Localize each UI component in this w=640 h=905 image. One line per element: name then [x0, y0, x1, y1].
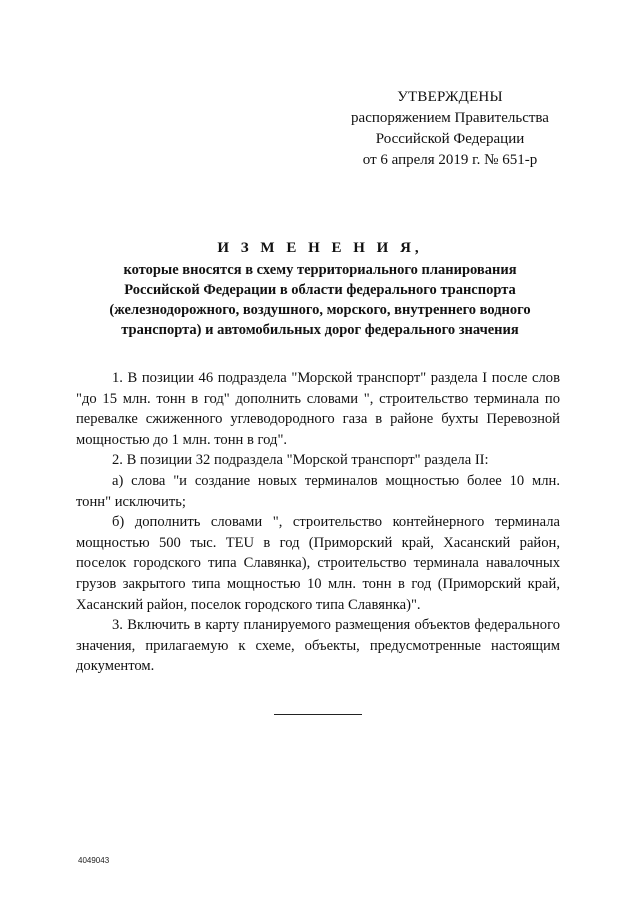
approval-block	[330, 87, 570, 171]
document-heading	[60, 238, 580, 340]
heading-line-3: (железнодорожного, воздушного, морского, внутреннего водного	[109, 302, 531, 318]
heading-line-4: транспорта) и автомобильных дорог федерального значения	[121, 322, 519, 338]
heading-line-2: Российской Федерации в области федерального транспорта	[124, 282, 516, 298]
approval-line-federation: Российской Федерации	[375, 131, 525, 147]
closing-divider-line	[274, 714, 362, 715]
paragraph-2b: б) дополнить словами ", строительство контейнерного терминала мощностью 500 тыс. TEU в год (Приморский край, Хасанский район, поселок городского типа Славянка), строительство терминала навалочных грузов закрытого типа мощностью 10 млн. тонн в год (Приморский край, Хасанский район, поселок городского типа Славянка)".	[76, 514, 560, 613]
paragraph-3: 3. Включить в карту планируемого размещения объектов федерального значения, прилагаемую к схеме, объекты, предусмотренные настоящим документом.	[76, 617, 560, 675]
approval-line-date: от 6 апреля 2019 г. № 651-р	[362, 152, 538, 168]
document-code: 4049043	[78, 856, 110, 865]
document-body	[76, 368, 560, 677]
paragraph-2: 2. В позиции 32 подраздела "Морской транспорт" раздела II:	[112, 452, 489, 469]
approval-line-decree: распоряжением Правительства	[351, 110, 549, 126]
paragraph-1: 1. В позиции 46 подраздела "Морской транспорт" раздела I после слов "до 15 млн. тонн в год" дополнить словами ", строительство терминала по перевалке сжиженного углеводородного газа в районе бухты Перевозной мощностью до 1 млн. тонн в год".	[76, 370, 560, 448]
paragraph-2a: а) слова "и создание новых терминалов мощностью более 10 млн. тонн" исключить;	[76, 472, 560, 510]
heading-line-1: которые вносятся в схему территориального планирования	[123, 262, 517, 278]
approval-title: УТВЕРЖДЕНЫ	[397, 89, 503, 105]
heading-title: И З М Е Н Е Н И Я,	[217, 240, 423, 256]
